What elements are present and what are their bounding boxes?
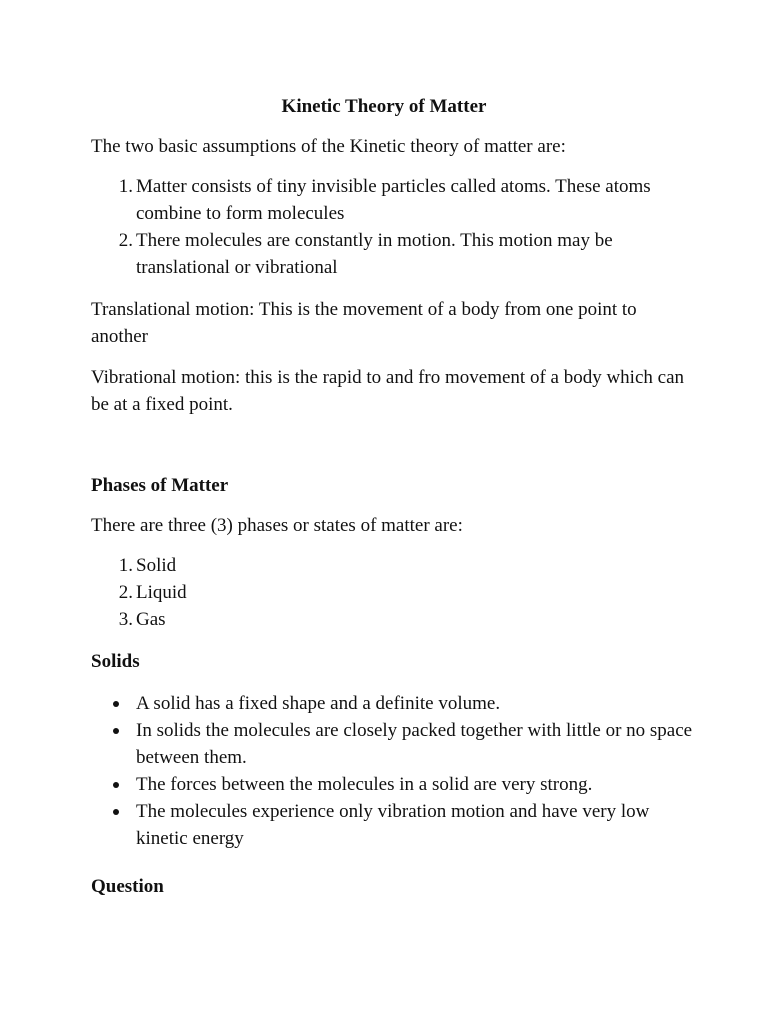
phases-heading: Phases of Matter bbox=[91, 475, 229, 496]
list-item-text: Liquid bbox=[136, 582, 187, 603]
translational-paragraph: Translational motion: This is the movement of a body from one point to another bbox=[91, 299, 637, 347]
phases-list bbox=[118, 552, 696, 633]
list-item-text: Gas bbox=[136, 609, 166, 630]
list-item-text: Solid bbox=[136, 555, 177, 576]
list-item-text: There molecules are constantly in motion. This motion may be translational or vibrational bbox=[136, 230, 613, 278]
intro-paragraph: The two basic assumptions of the Kinetic theory of matter are: bbox=[91, 136, 566, 157]
list-item bbox=[136, 771, 696, 798]
list-item-text: The forces between the molecules in a solid are very strong. bbox=[136, 774, 593, 795]
list-item bbox=[118, 552, 696, 579]
list-item-text: In solids the molecules are closely packed together with little or no space between them. bbox=[136, 720, 693, 768]
list-number: 2 . bbox=[111, 227, 133, 254]
list-item bbox=[118, 579, 696, 606]
page-title: Kinetic Theory of Matter bbox=[281, 96, 487, 117]
list-item bbox=[118, 227, 696, 281]
bullet-icon bbox=[113, 701, 119, 707]
list-item bbox=[118, 606, 696, 633]
question-heading: Question bbox=[91, 876, 164, 897]
vibrational-paragraph: Vibrational motion: this is the rapid to and fro movement of a body which can be at a fixed point. bbox=[91, 367, 685, 415]
solids-heading: Solids bbox=[91, 651, 140, 672]
list-item bbox=[118, 173, 696, 227]
bullet-icon bbox=[113, 782, 119, 788]
list-item bbox=[136, 717, 696, 771]
list-number: 1 . bbox=[111, 552, 133, 579]
list-number: 1 . bbox=[111, 173, 133, 200]
solids-list bbox=[136, 690, 696, 852]
list-number: 3 . bbox=[111, 606, 133, 633]
list-item bbox=[136, 690, 696, 717]
phases-intro-paragraph: There are three (3) phases or states of matter are: bbox=[91, 515, 463, 536]
list-item-text: Matter consists of tiny invisible particles called atoms. These atoms combine to form molecules bbox=[136, 176, 651, 224]
assumptions-list bbox=[118, 173, 696, 281]
list-item bbox=[136, 798, 696, 852]
bullet-icon bbox=[113, 728, 119, 734]
bullet-icon bbox=[113, 809, 119, 815]
list-number: 2 . bbox=[111, 579, 133, 606]
list-item-text: A solid has a fixed shape and a definite volume. bbox=[136, 693, 501, 714]
list-item-text: The molecules experience only vibration motion and have very low kinetic energy bbox=[136, 801, 650, 849]
